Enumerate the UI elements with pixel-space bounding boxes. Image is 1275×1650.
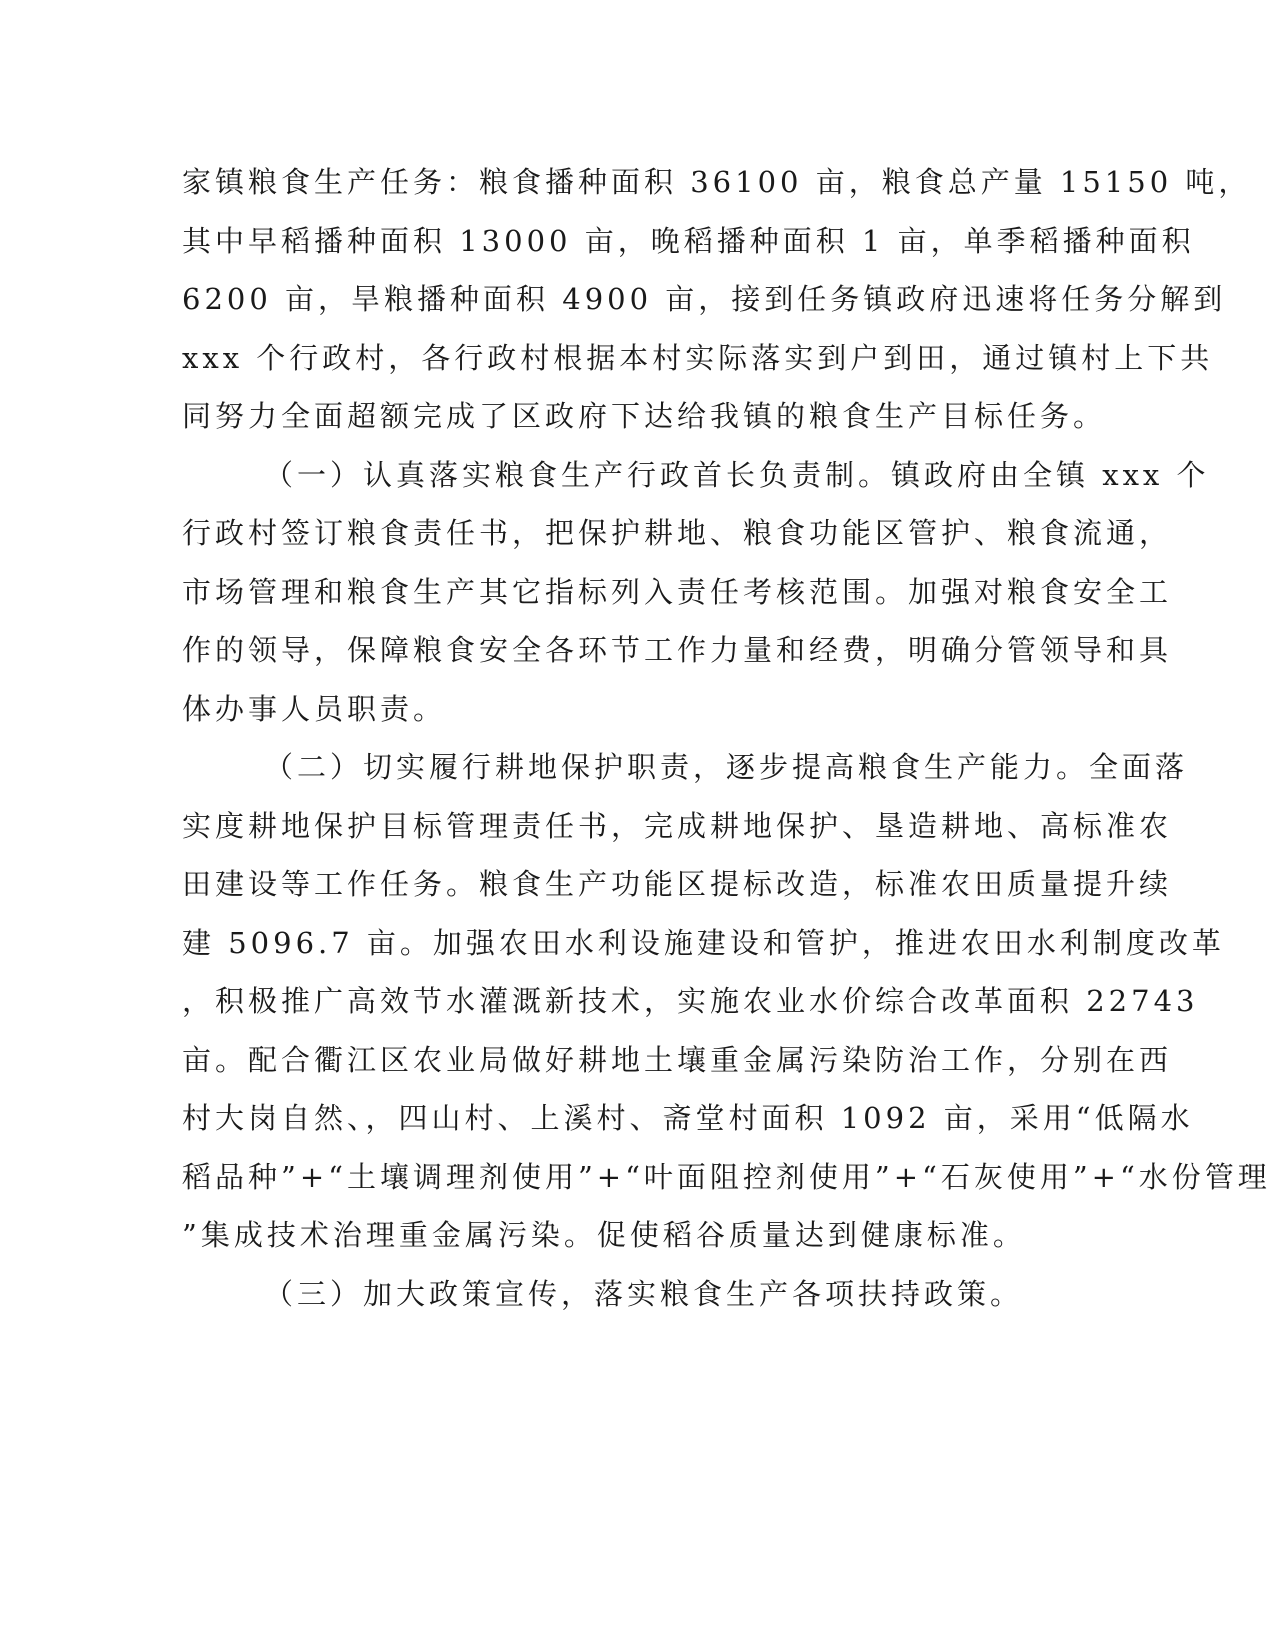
text-line: 亩。配合衢江区农业局做好耕地土壤重金属污染防治工作，分别在西 bbox=[182, 1042, 1173, 1077]
section-heading-3: （三）加大政策宣传，落实粮食生产各项扶持政策。 bbox=[264, 1276, 1024, 1311]
text-line: xxx 个行政村，各行政村根据本村实际落实到户到田，通过镇村上下共 bbox=[182, 340, 1214, 375]
text-line: 作的领导，保障粮食安全各环节工作力量和经费，明确分管领导和具 bbox=[182, 633, 1173, 667]
text-line: 家镇粮食生产任务：粮食播种面积 36100 亩，粮食总产量 15150 吨， bbox=[182, 165, 1252, 199]
text-line: 建 5096.7 亩。加强农田水利设施建设和管护，推进农田水利制度改革 bbox=[182, 925, 1225, 960]
text-line: 同努力全面超额完成了区政府下达给我镇的粮食生产目标任务。 bbox=[182, 399, 1107, 433]
text-line: 稻品种”+“土壤调理剂使用”+“叶面阻控剂使用”+“石灰使用”+“水份管理 bbox=[182, 1159, 1271, 1194]
text-line: ”集成技术治理重金属污染。促使稻谷质量达到健康标准。 bbox=[182, 1218, 1026, 1252]
text-line: 市场管理和粮食生产其它指标列入责任考核范围。加强对粮食安全工 bbox=[182, 574, 1173, 609]
text-line: ，积极推广高效节水灌溉新技术，实施农业水价综合改革面积 22743 bbox=[182, 984, 1199, 1018]
text-line: 其中早稻播种面积 13000 亩，晚稻播种面积 1 亩，单季稻播种面积 bbox=[182, 223, 1195, 258]
text-line: 行政村签订粮食责任书，把保护耕地、粮食功能区管护、粮食流通， bbox=[182, 516, 1173, 550]
text-line: 村大岗自然、，四山村、上溪村、斋堂村面积 1092 亩，采用“低隔水 bbox=[182, 1101, 1194, 1135]
section-heading-2: （二）切实履行耕地保护职责，逐步提高粮食生产能力。全面落 bbox=[264, 750, 1189, 784]
section-heading-1: （一）认真落实粮食生产行政首长负责制。镇政府由全镇 xxx 个 bbox=[264, 457, 1210, 492]
document-body bbox=[182, 160, 1271, 1330]
text-line: 6200 亩，旱粮播种面积 4900 亩，接到任务镇政府迅速将任务分解到 bbox=[182, 282, 1227, 316]
text-line: 体办事人员职责。 bbox=[182, 691, 447, 726]
text-line: 田建设等工作任务。粮食生产功能区提标改造，标准农田质量提升续 bbox=[182, 867, 1173, 901]
text-line: 实度耕地保护目标管理责任书，完成耕地保护、垦造耕地、高标准农 bbox=[182, 808, 1173, 843]
